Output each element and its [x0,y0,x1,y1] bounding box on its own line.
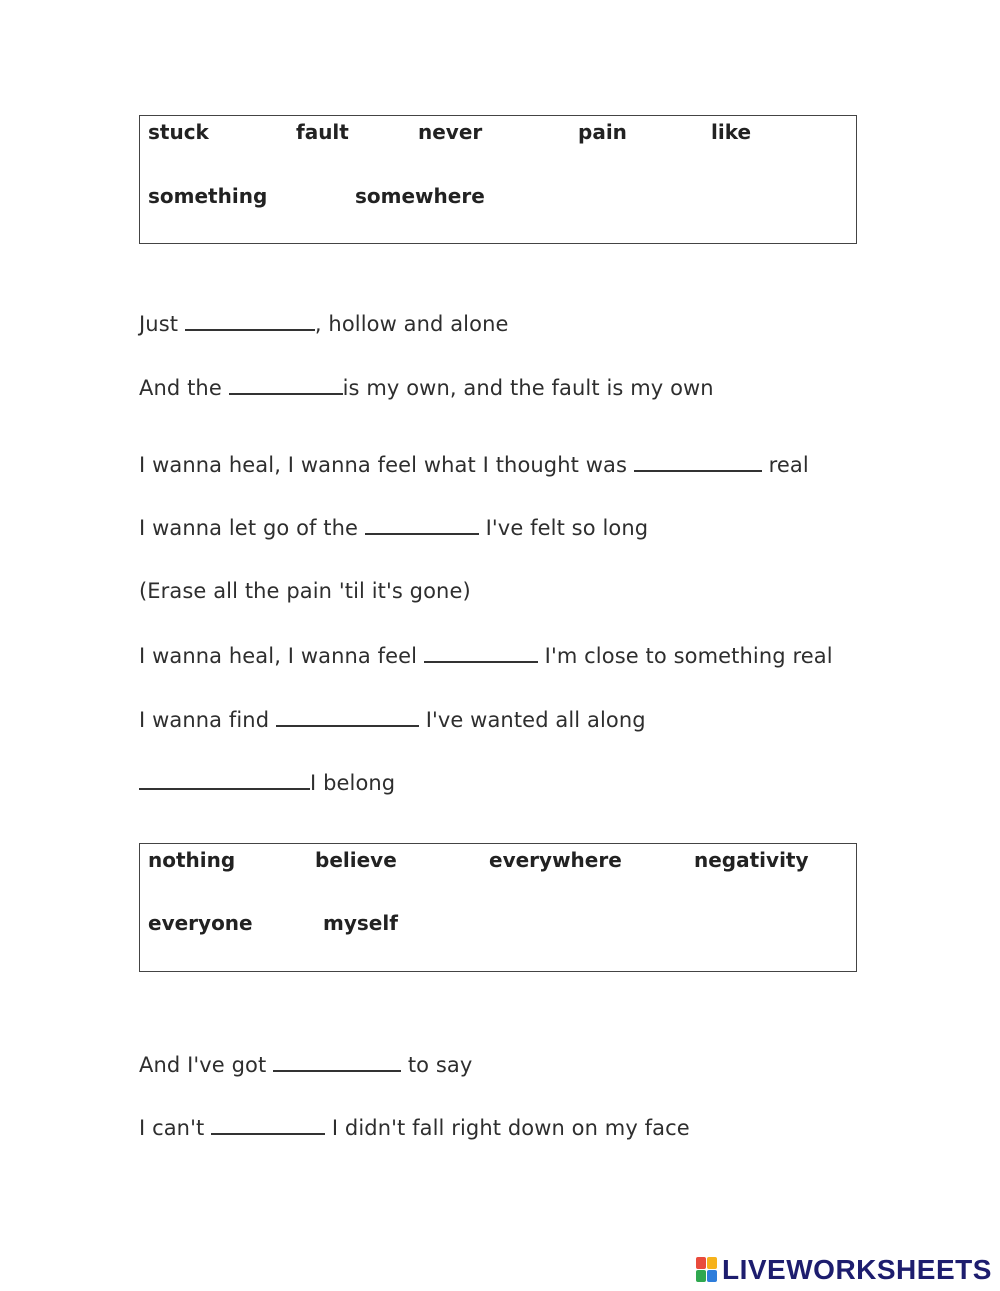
lyric-text: to say [401,1053,473,1077]
blank-input[interactable] [229,375,343,395]
lyric-line [139,452,809,477]
word-bank-word: stuck [148,120,209,144]
lyric-text: Just [139,312,185,336]
word-bank-word: everywhere [489,848,622,872]
word-bank-word: pain [578,120,627,144]
lyric-line [139,707,646,732]
lyric-text: I didn't fall right down on my face [325,1116,690,1140]
word-bank-2 [139,843,857,972]
lyric-text: And the [139,376,229,400]
liveworksheets-logo-icon [696,1257,718,1283]
blank-input[interactable] [273,1052,401,1072]
word-bank-word: something [148,184,268,208]
lyric-text: I wanna heal, I wanna feel [139,644,424,668]
lyric-text: I've felt so long [478,516,649,540]
word-bank-word: negativity [694,848,809,872]
lyric-line [139,643,833,668]
blank-input[interactable] [276,707,419,727]
lyric-line [139,375,714,400]
brand-name: LIVEWORKSHEETS [722,1254,992,1285]
lyric-line [139,311,509,336]
blank-input[interactable] [424,643,538,663]
lyric-text: I wanna let go of the [139,516,365,540]
lyric-text: I'm close to something real [537,644,833,668]
word-bank-word: believe [315,848,397,872]
lyric-text: real [761,453,809,477]
liveworksheets-logo[interactable] [696,1253,992,1287]
lyric-text: , hollow and alone [314,312,509,336]
blank-input[interactable] [211,1115,325,1135]
word-bank-word: never [418,120,483,144]
blank-input[interactable] [139,770,310,790]
lyric-line [139,579,471,603]
blank-input[interactable] [185,311,315,331]
blank-input[interactable] [634,452,762,472]
lyric-text: I've wanted all along [418,708,646,732]
lyric-line [139,1115,690,1140]
lyric-text: I can't [139,1116,212,1140]
word-bank-word: nothing [148,848,236,872]
word-bank-word: myself [323,911,398,935]
word-bank-word: like [711,120,752,144]
word-bank-word: fault [296,120,349,144]
lyric-text: I wanna heal, I wanna feel what I thought was [139,453,634,477]
lyric-text: And I've got [139,1053,274,1077]
lyric-text: is my own, and the fault is my own [342,376,714,400]
blank-input[interactable] [365,515,479,535]
lyric-text: I wanna find [139,708,276,732]
word-bank-word: somewhere [355,184,485,208]
word-bank-word: everyone [148,911,253,935]
lyric-text: (Erase all the pain 'til it's gone) [139,579,471,603]
lyric-line [139,770,395,795]
lyric-line [139,1052,472,1077]
lyric-line [139,515,648,540]
word-bank-1 [139,115,857,244]
lyric-text: I belong [310,771,396,795]
